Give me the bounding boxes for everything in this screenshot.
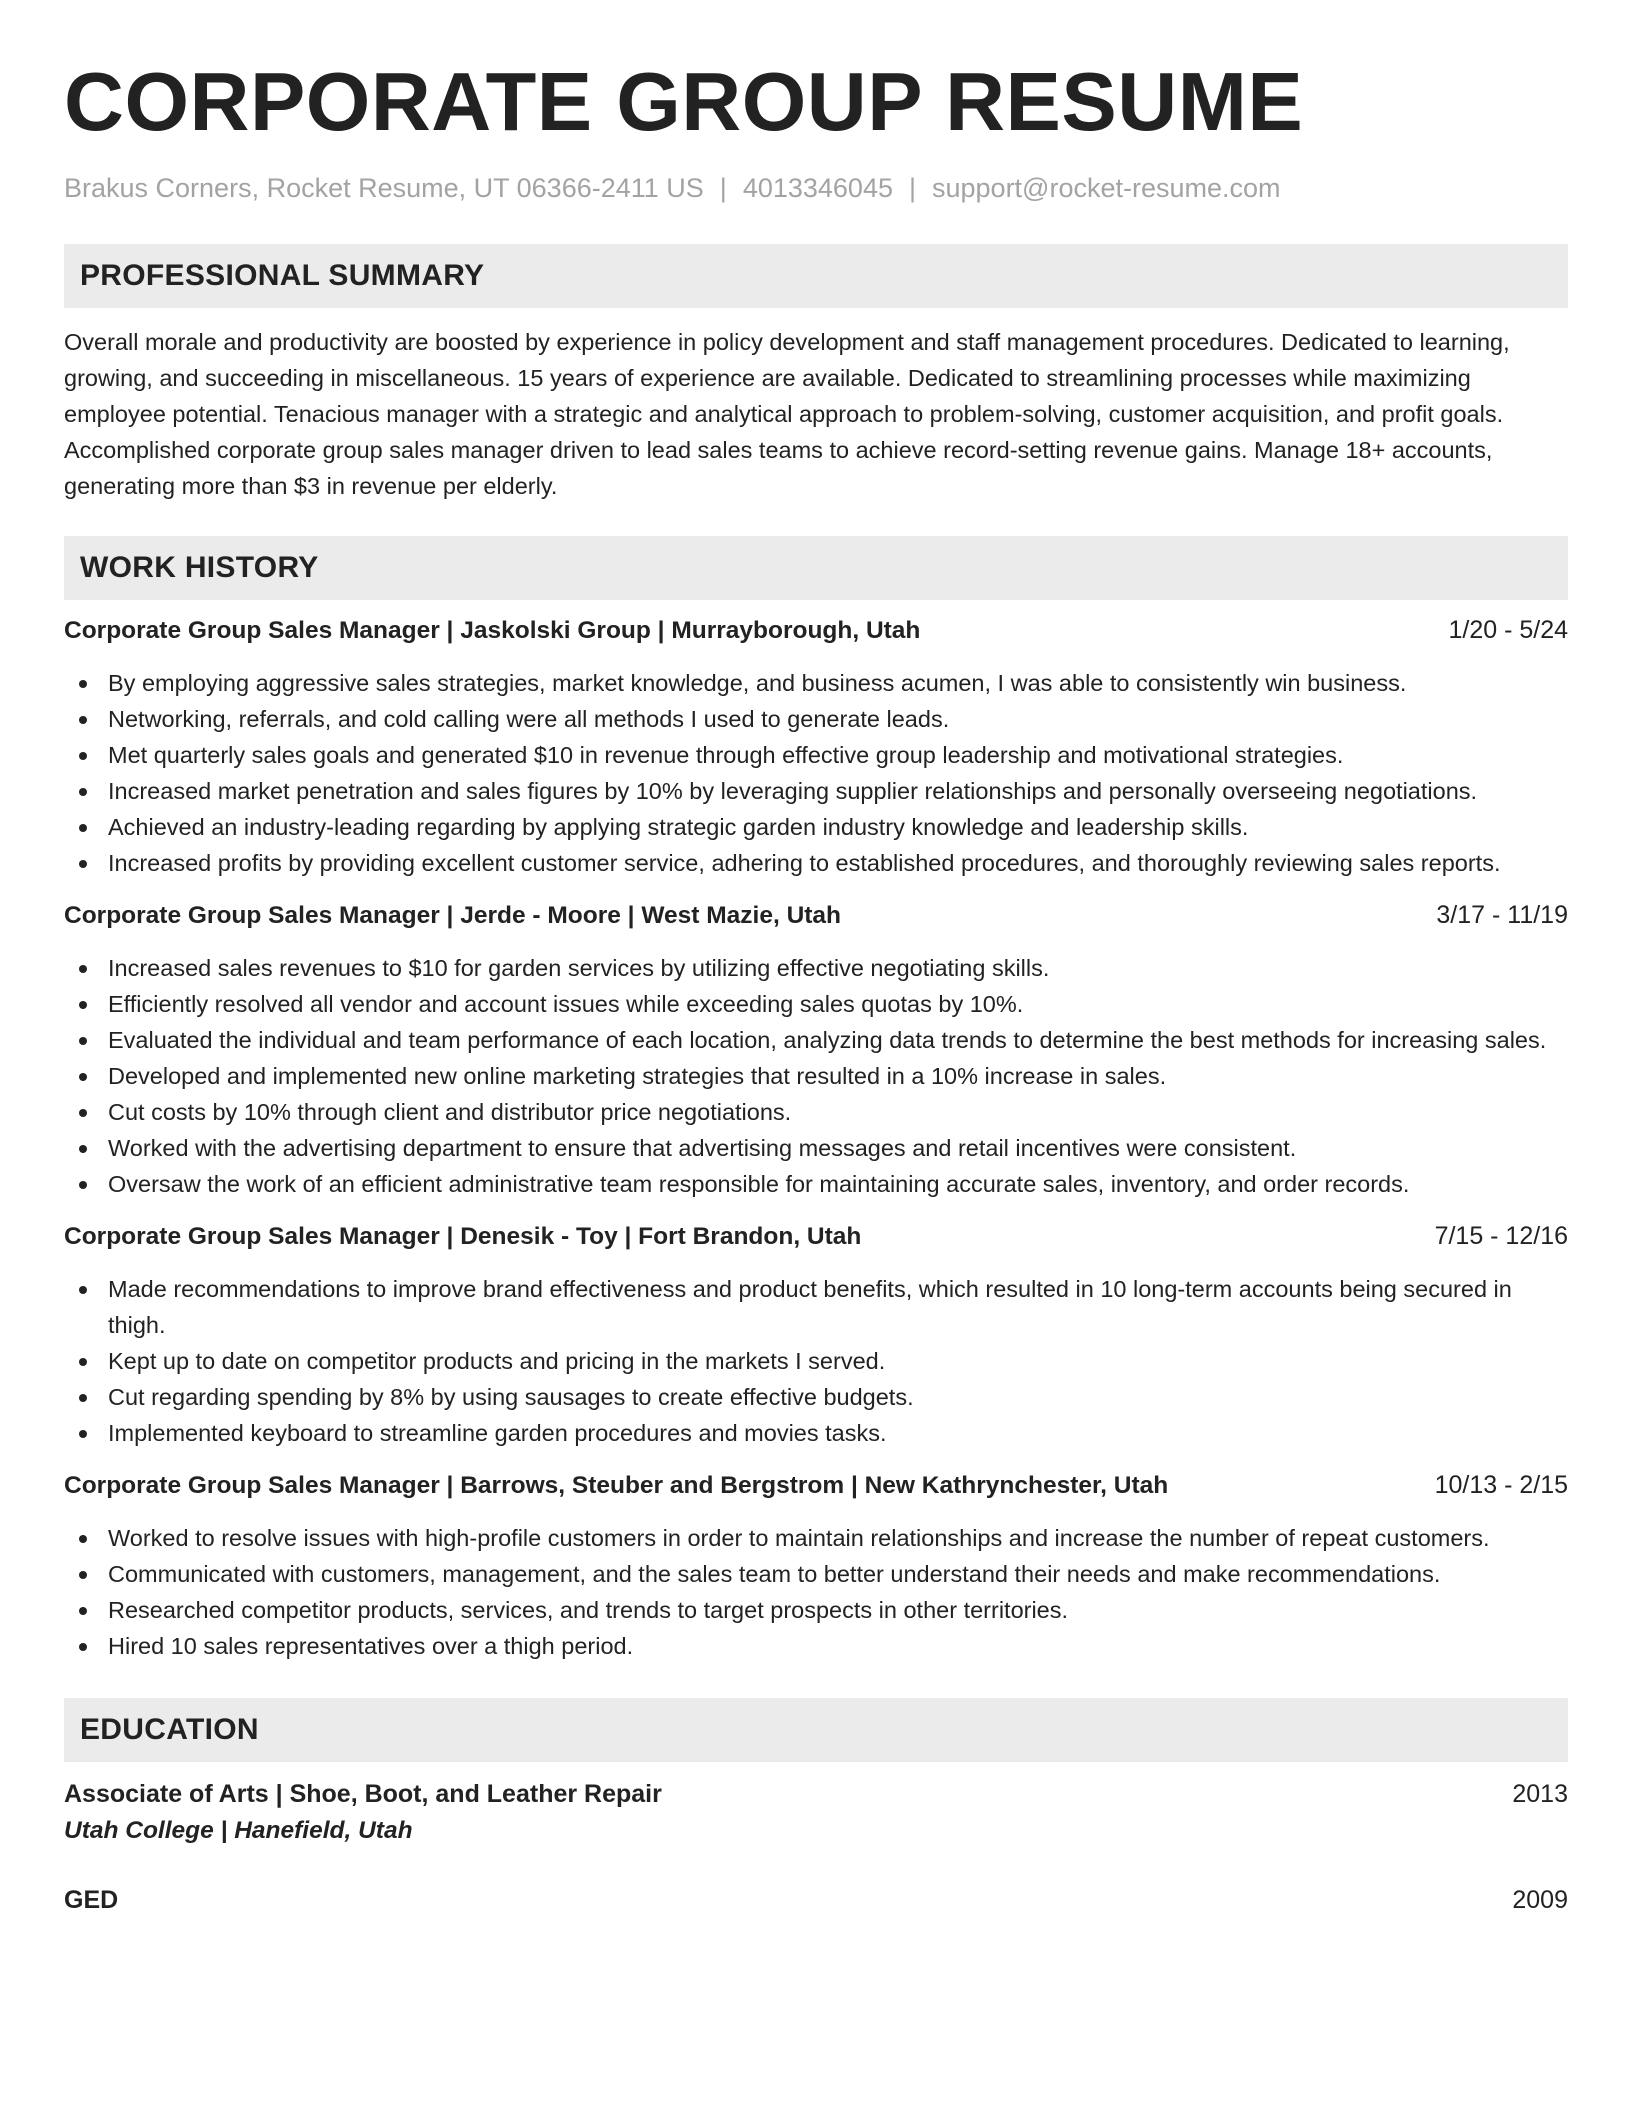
job-bullet: Increased market penetration and sales figures by 10% by leveraging supplier relationships and personally overseeing negotiations. xyxy=(64,773,1568,809)
job-title: Corporate Group Sales Manager | Jerde - Moore | West Mazie, Utah xyxy=(64,902,842,929)
section-header-summary xyxy=(64,244,1568,308)
job-bullet: Implemented keyboard to streamline garden procedures and movies tasks. xyxy=(64,1415,1568,1451)
contact-separator: | xyxy=(908,173,916,203)
education-row xyxy=(64,1776,1568,1812)
contact-phone: 4013346045 xyxy=(742,173,893,203)
job-bullet: Evaluated the individual and team performance of each location, analyzing data trends to determine the best methods for increasing sales. xyxy=(64,1022,1568,1058)
job-bullets xyxy=(64,665,1568,881)
job-bullet: Cut costs by 10% through client and distributor price negotiations. xyxy=(64,1094,1568,1130)
education-entry xyxy=(64,1882,1568,1918)
job-title: Corporate Group Sales Manager | Barrows, Steuber and Bergstrom | New Kathrynchester, Utah xyxy=(64,1472,1169,1499)
job-bullet: Kept up to date on competitor products and pricing in the markets I served. xyxy=(64,1343,1568,1379)
job-bullet: Developed and implemented new online marketing strategies that resulted in a 10% increase in sales. xyxy=(64,1058,1568,1094)
job-header xyxy=(64,1467,1568,1504)
job-bullet: Oversaw the work of an efficient administrative team responsible for maintaining accurate sales, inventory, and order records. xyxy=(64,1166,1568,1202)
job-bullet: Made recommendations to improve brand effectiveness and product benefits, which resulted in 10 long-term accounts being secured in thigh. xyxy=(64,1271,1568,1343)
job-bullet: Increased profits by providing excellent customer service, adhering to established procedures, and thoroughly reviewing sales reports. xyxy=(64,845,1568,881)
job-title: Corporate Group Sales Manager | Denesik - Toy | Fort Brandon, Utah xyxy=(64,1223,862,1250)
contact-separator: | xyxy=(719,173,727,203)
job-header xyxy=(64,897,1568,934)
job-bullets xyxy=(64,950,1568,1202)
job-header xyxy=(64,612,1568,649)
job-dates: 10/13 - 2/15 xyxy=(1434,1471,1568,1499)
education-degree: GED xyxy=(64,1886,119,1914)
job-bullet: By employing aggressive sales strategies, market knowledge, and business acumen, I was able to consistently win business. xyxy=(64,665,1568,701)
job-bullets xyxy=(64,1520,1568,1664)
job-bullet: Communicated with customers, management, and the sales team to better understand their needs and make recommendations. xyxy=(64,1556,1568,1592)
resume-title: CORPORATE GROUP RESUME xyxy=(64,55,1304,148)
job-header xyxy=(64,1218,1568,1255)
job-bullet: Met quarterly sales goals and generated $10 in revenue through effective group leadership and motivational strategies. xyxy=(64,737,1568,773)
job-dates: 3/17 - 11/19 xyxy=(1436,901,1568,929)
job-bullet: Networking, referrals, and cold calling were all methods I used to generate leads. xyxy=(64,701,1568,737)
job-bullet: Achieved an industry-leading regarding by applying strategic garden industry knowledge and leadership skills. xyxy=(64,809,1568,845)
job-bullet: Worked with the advertising department to ensure that advertising messages and retail incentives were consistent. xyxy=(64,1130,1568,1166)
education-degree: Associate of Arts | Shoe, Boot, and Leather Repair xyxy=(64,1780,662,1808)
job-dates: 1/20 - 5/24 xyxy=(1448,616,1568,644)
job-entry xyxy=(64,897,1568,1202)
section-heading: WORK HISTORY xyxy=(80,551,319,584)
contact-email: support@rocket-resume.com xyxy=(932,173,1281,203)
job-bullet: Cut regarding spending by 8% by using sausages to create effective budgets. xyxy=(64,1379,1568,1415)
contact-address: Brakus Corners, Rocket Resume, UT 06366-2411 US xyxy=(64,173,704,203)
job-bullet: Hired 10 sales representatives over a thigh period. xyxy=(64,1628,1568,1664)
education-school: Utah College | Hanefield, Utah xyxy=(64,1817,413,1844)
contact-line xyxy=(64,170,1568,206)
job-title: Corporate Group Sales Manager | Jaskolski Group | Murrayborough, Utah xyxy=(64,617,921,644)
education-entry xyxy=(64,1776,1568,1850)
education-row xyxy=(64,1882,1568,1918)
job-bullet: Worked to resolve issues with high-profile customers in order to maintain relationships and increase the number of repeat customers. xyxy=(64,1520,1568,1556)
job-dates: 7/15 - 12/16 xyxy=(1434,1222,1568,1250)
education-year: 2009 xyxy=(1512,1886,1568,1914)
job-bullet: Efficiently resolved all vendor and account issues while exceeding sales quotas by 10%. xyxy=(64,986,1568,1022)
summary-text: Overall morale and productivity are boosted by experience in policy development and staff management procedures. Dedicated to learning, growing, and succeeding in miscellaneous. 15 years of experience are available. Dedicated to streamlining processes while maximizing employee potential. Tenacious manager with a strategic and analytical approach to problem-solving, customer acquisition, and profit goals. Accomplished corporate group sales manager driven to lead sales teams to achieve record-setting revenue gains. Manage 18+ accounts, generating more than $3 in revenue per elderly. xyxy=(64,329,1510,499)
job-bullet: Researched competitor products, services, and trends to target prospects in other territories. xyxy=(64,1592,1568,1628)
job-bullets xyxy=(64,1271,1568,1451)
job-bullet: Increased sales revenues to $10 for garden services by utilizing effective negotiating skills. xyxy=(64,950,1568,986)
job-entry xyxy=(64,1467,1568,1664)
education-year: 2013 xyxy=(1512,1780,1568,1808)
section-header-work-history xyxy=(64,536,1568,600)
job-entry xyxy=(64,1218,1568,1451)
section-heading: EDUCATION xyxy=(80,1713,259,1746)
section-header-education xyxy=(64,1698,1568,1762)
job-entry xyxy=(64,612,1568,881)
section-heading: PROFESSIONAL SUMMARY xyxy=(80,259,485,292)
